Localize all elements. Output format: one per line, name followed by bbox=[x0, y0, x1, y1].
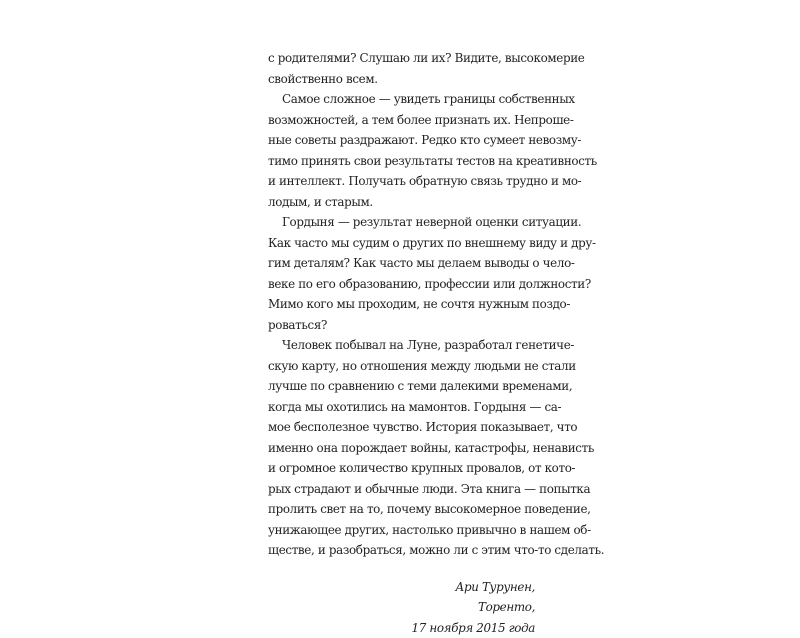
text-line-9: Гордыня — результат неверной оценки ситуации. bbox=[268, 212, 558, 233]
signature-author: Ари Турунен, bbox=[268, 577, 535, 598]
text-line-25: ществе, и разобраться, можно ли с этим что-то сделать. bbox=[268, 540, 558, 561]
signature-date: 17 ноября 2015 года bbox=[268, 618, 535, 638]
text-line-22: рых страдают и обычные люди. Эта книга — попытка bbox=[268, 479, 558, 500]
text-line-17: лучше по сравнению с теми далекими временами, bbox=[268, 376, 558, 397]
text-line-16: скую карту, но отношения между людьми не стали bbox=[268, 356, 558, 377]
text-line-19: мое бесполезное чувство. История показывает, что bbox=[268, 417, 558, 438]
text-line-10: Как часто мы судим о других по внешнему виду и дру- bbox=[268, 233, 558, 254]
text-line-18: когда мы охотились на мамонтов. Гордыня — са- bbox=[268, 397, 558, 418]
text-line-1: с родителями? Слушаю ли их? Видите, высокомерие bbox=[268, 48, 558, 69]
text-line-15: Человек побывал на Луне, разработал генетиче- bbox=[268, 335, 558, 356]
body-text bbox=[268, 48, 558, 561]
text-line-21: и огромное количество крупных провалов, от кото- bbox=[268, 458, 558, 479]
text-line-3: Самое сложное — увидеть границы собственных bbox=[268, 89, 558, 110]
text-line-6: тимо принять свои результаты тестов на креативность bbox=[268, 151, 558, 172]
text-line-23: пролить свет на то, почему высокомерное поведение, bbox=[268, 499, 558, 520]
text-line-12: веке по его образованию, профессии или должности? bbox=[268, 274, 558, 295]
text-line-14: роваться? bbox=[268, 315, 558, 336]
text-line-5: ные советы раздражают. Редко кто сумеет невозму- bbox=[268, 130, 558, 151]
text-line-20: именно она порождает войны, катастрофы, ненависть bbox=[268, 438, 558, 459]
text-line-8: лодым, и старым. bbox=[268, 192, 558, 213]
text-line-13: Мимо кого мы проходим, не сочтя нужным поздо- bbox=[268, 294, 558, 315]
text-line-11: гим деталям? Как часто мы делаем выводы о чело- bbox=[268, 253, 558, 274]
text-line-24: унижающее других, настолько привычно в нашем об- bbox=[268, 520, 558, 541]
text-line-2: свойственно всем. bbox=[268, 69, 558, 90]
book-page bbox=[268, 48, 558, 638]
text-line-4: возможностей, а тем более признать их. Непроше- bbox=[268, 110, 558, 131]
signature-place: Торенто, bbox=[268, 597, 535, 618]
signature-block bbox=[268, 577, 535, 638]
text-line-7: и интеллект. Получать обратную связь трудно и мо- bbox=[268, 171, 558, 192]
